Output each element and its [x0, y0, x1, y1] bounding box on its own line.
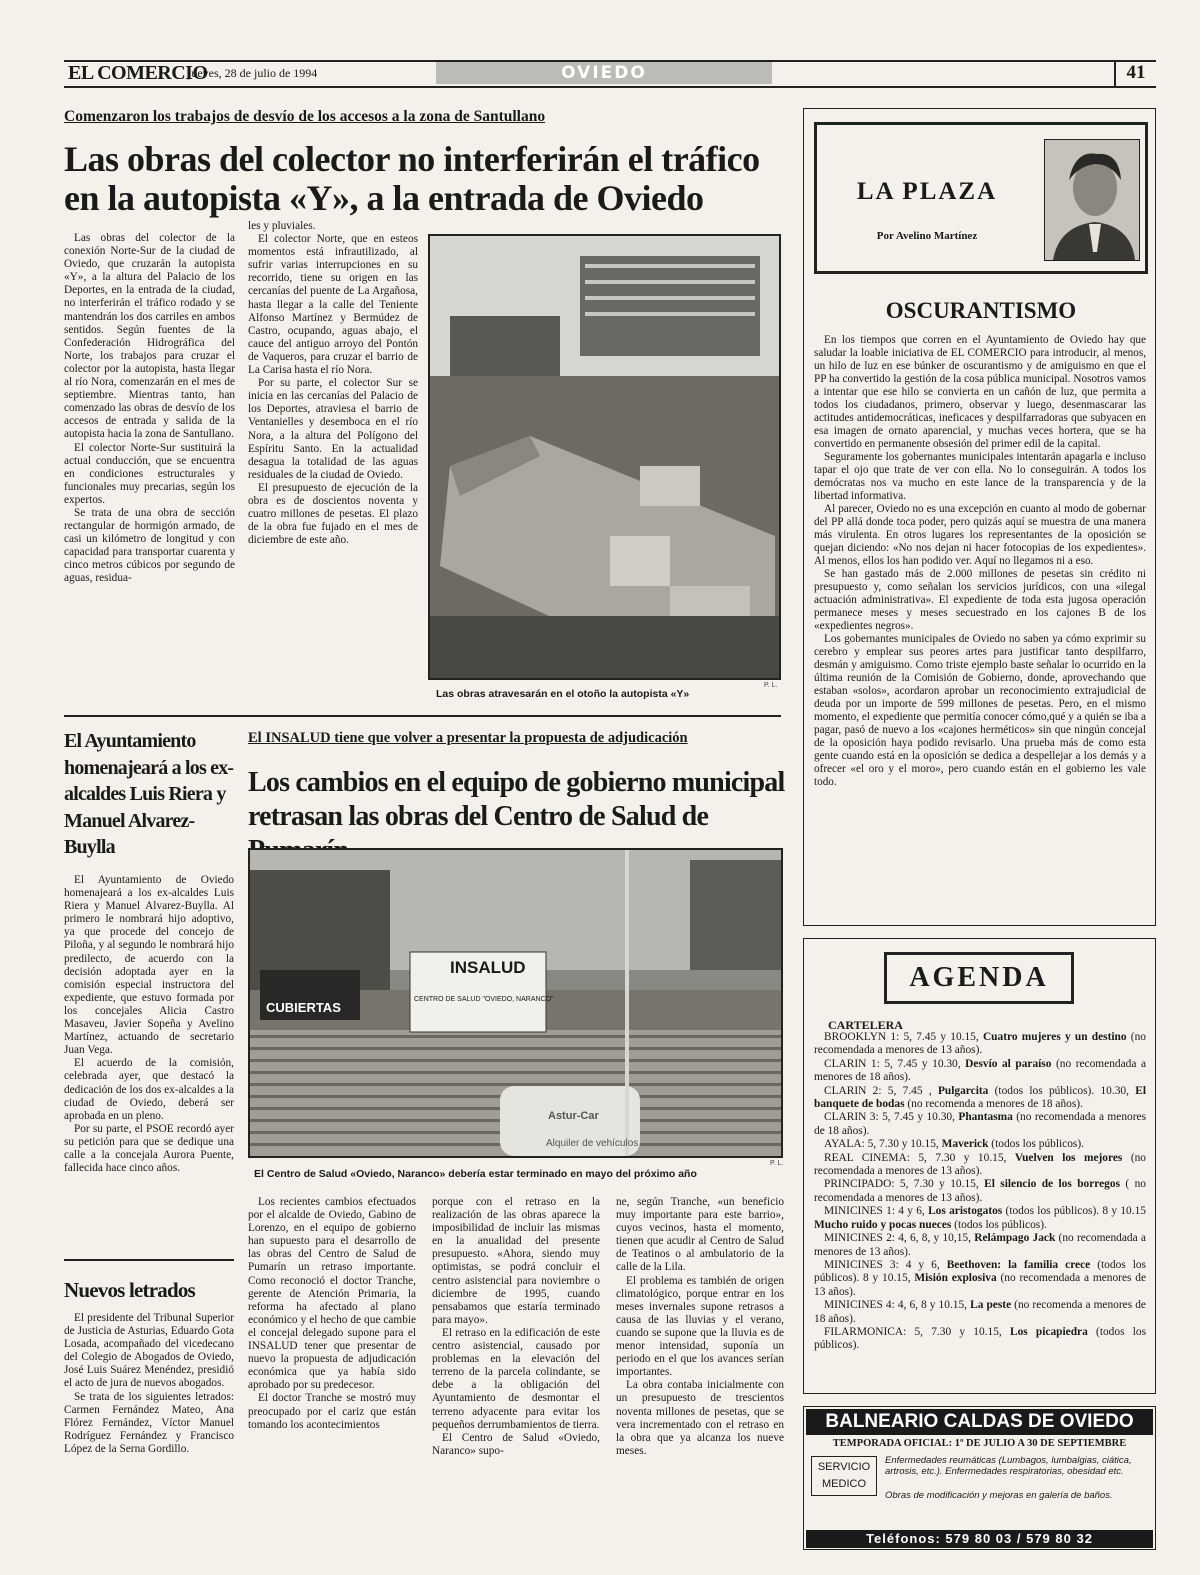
film-title: Mucho ruido y pocas nueces	[814, 1218, 952, 1231]
showtimes: : 5, 7.45 ,	[878, 1084, 932, 1097]
rating-note: (todos los públicos). 10.30,	[988, 1084, 1129, 1097]
lead-photo-caption: Las obras atravesarán en el otoño la autopista «Y»	[436, 688, 690, 700]
rating-note: (no recomenda a menores de 18 años).	[814, 1299, 1146, 1325]
alcaldes-headline: El Ayuntamiento homenajeará a los ex-alcaldes Luis Riera y Manuel Alvarez-Buylla	[64, 730, 234, 858]
paragraph: La obra contaba inicialmente con un presupuesto de trescientos noventa millones de pesetas, que se vera incrementado con el retraso en la obra que ya alcanza los nueve meses.	[616, 1379, 784, 1457]
rating-note: (todos los públicos).	[814, 1325, 1146, 1352]
listing	[814, 1178, 1146, 1205]
rating-note: (no recomendada a menores de 13 años).	[814, 1272, 1146, 1298]
cinema-name: CLARIN 1	[824, 1057, 877, 1070]
cinema-name: CLARIN 2	[824, 1084, 879, 1097]
rating-note: (todos los públicos). 8 y 10.15	[1002, 1205, 1146, 1218]
cinema-name: CLARIN 3	[824, 1111, 876, 1124]
showtimes: : 4 y 6,	[895, 1258, 940, 1271]
ad-works: Obras de modificación y mejoras en galería de baños.	[885, 1490, 1113, 1501]
cinema-name: MINICINES 2	[824, 1232, 892, 1245]
astur-car-text: Astur-Car	[548, 1110, 599, 1122]
film-title: Los aristogatos	[928, 1205, 1003, 1218]
paragraph: ne, según Tranche, «un beneficio muy importante para este barrio», cuyos vecinos, hasta el momento, tienen que acudir al Centro de Salud de Teatinos o al ambulatorio de la calle de la Lila.	[616, 1196, 784, 1274]
paragraph: porque con el retraso en la realización de las obras aparece la imposibilidad de incluir las mismas en la anualidad del presente presupuesto. «Ahora, siendo muy optimistas, se podrá concluir el centro asistencial para noviembre o diciembre de 1995, cuando pensabamos que estaría terminado para mayo».	[432, 1196, 600, 1326]
showtimes: : 5, 7.30 y 10.15,	[861, 1138, 939, 1151]
paragraph: El acuerdo de la comisión, celebrada ayer, que destacó la dedicación de los dos ex-alcaldes a la ciudad de Oviedo, deberá ser aprobada en un pleno.	[64, 1057, 234, 1122]
alcaldes-body	[64, 874, 234, 1175]
cinema-name: MINICINES 3	[824, 1258, 896, 1271]
listing	[814, 1152, 1146, 1179]
showtimes: : 5, 7.45 y 10.30,	[876, 1057, 961, 1070]
rating-note: (no recomendada a menores de 18 años).	[814, 1111, 1146, 1137]
letrados-body	[64, 1312, 234, 1456]
showtimes: : 5, 7.45 y 10.30,	[875, 1111, 955, 1124]
section-rule	[64, 715, 781, 717]
la-plaza-title: LA PLAZA	[856, 178, 998, 205]
alquiler-text: Alquiler de vehículos	[546, 1138, 639, 1149]
cinema-name: PRINCIPADO	[824, 1178, 892, 1191]
showtimes: : 4, 6, 8 y 10.15,	[891, 1299, 968, 1312]
paragraph: El problema es también de origen climatológico, porque entrar en los meses invernales supone retrasos a causa de las lluvias y el verano, cuando se supone que la lluvia es de menor intensidad, suponía un periodo en el que los avances serían importantes.	[616, 1274, 784, 1379]
showtimes: : 5, 7.30 y 10.15,	[906, 1151, 1007, 1164]
page-divider	[1114, 60, 1116, 88]
rating-note: (no recomendada a menores de 13 años).	[814, 1031, 1146, 1057]
film-title: Los picapiedra	[1009, 1325, 1088, 1338]
author-portrait	[1044, 139, 1140, 261]
cinema-name: BROOKLYN 1	[824, 1031, 897, 1043]
showtimes: : 4 y 6,	[891, 1205, 925, 1218]
listing	[814, 1232, 1146, 1259]
paragraph: Por su parte, el colector Sur se inicia en las cercanías del Palacio de los Deportes, atraviesa el barrio de Ventanielles y desemboca en el río Nora, a la altura del Polígono del Espíritu Santo. En la actualidad desagua la totalidad de las aguas residuales de la ciudad de Oviedo.	[248, 377, 418, 481]
paragraph: Seguramente los gobernantes municipales intentarán apagarla e incluso tapar el ojo que trate de ver con ella. No lo conseguirán. A todos los demócratas nos va mucho en este lance de la transparencia y de la libertad informativa.	[814, 451, 1146, 502]
film-title: Desvío al paraíso	[965, 1057, 1052, 1070]
ad-banner: BALNEARIO CALDAS DE OVIEDO	[806, 1409, 1153, 1435]
rating-note: (no recomenda a menores de 18 años).	[904, 1098, 1083, 1111]
film-title: La peste	[970, 1299, 1012, 1312]
film-title: Beethoven: la familia crece	[946, 1258, 1091, 1271]
showtimes: : 5, 7.45 y 10.15,	[896, 1031, 979, 1043]
lead-column-2	[248, 220, 418, 547]
insalud-sign-text: INSALUD	[450, 958, 526, 977]
rating-note: (todos los públicos). 8 y 10.15,	[814, 1258, 1146, 1285]
column-body	[814, 334, 1146, 789]
paper-name: EL COMERCIO	[68, 62, 208, 84]
paragraph: El presupuesto de ejecución de la obra es de doscientos noventa y cuatro millones de pesetas. El plazo de la obra fue fujado en el mes de diciembre de este año.	[248, 481, 418, 547]
paragraph: El doctor Tranche se mostró muy preocupado por el cariz que están tomando los acontecimientos	[248, 1392, 416, 1431]
lead-headline: Las obras del colector no interferirán el tráfico en la autopista «Y», a la entrada de Oviedo	[64, 139, 760, 218]
page-number: 41	[1126, 62, 1146, 83]
letrados-headline: Nuevos letrados	[64, 1278, 195, 1302]
listing	[814, 1085, 1146, 1112]
ad-phone: Teléfonos: 579 80 03 / 579 80 32	[806, 1530, 1153, 1548]
paragraph: les y pluviales.	[248, 220, 316, 232]
listing	[814, 1259, 1146, 1299]
film-title: El silencio de los borregos	[984, 1178, 1121, 1191]
rating-note: (todos los públicos).	[988, 1138, 1085, 1151]
paragraph: El colector Norte, que en esteos momentos está infrautilizado, al sufrir varias interrupciones en su recorrido, tiene su origen en las cercanías del puente de La Argañosa, hasta llegar a la calle del Teniente Alfonso Martínez y Bermúdez de Castro, ocupando, aguas abajo, el cauce del antiguo arroyo del Pontón de Vaqueros, para cruzar el barrio de La Carisa hasta el río Nora.	[248, 233, 418, 377]
section-name: OVIEDO	[436, 62, 772, 84]
film-title: Vuelven los mejores	[1014, 1151, 1123, 1164]
cinema-name: AYALA	[824, 1138, 862, 1151]
rating-note: (no recomendada a menores de 13 años).	[814, 1232, 1146, 1258]
paragraph: Por su parte, el PSOE recordó ayer su petición para que se dedique una calle a la concejala Aurora Puente, fallecida hace cinco años.	[64, 1122, 234, 1175]
paragraph: Se han gastado más de 2.000 millones de pesetas sin crédito ni presupuesto y, como señalan los servicios jurídicos, con una «ilegal actuación administrativa». El expediente de toda esta jugosa operación permanece meses y meses secuestrado en los cajones B de los «expedientes negros».	[814, 568, 1146, 632]
photo-credit: P. L.	[764, 682, 778, 689]
ad-service-line: SERVICIO	[817, 1461, 871, 1473]
paragraph: El Ayuntamiento de Oviedo homenajeará a los ex-alcaldes Luis Riera y Manuel Alvarez-Buylla. Al primero le nombrará hijo adoptivo, ya que procede del concejo de Piloña, y al segundo le nombrará hijo predilecto, de acuerdo con la decisión adoptada ayer en la comisión especial instructora del expediente, que estuvo formada por los concejales Alicia Castro Masaveu, Javier Sopeña y Avelino Martínez, actuando de secretario Juan Vega.	[64, 874, 234, 1057]
insalud-column-1	[248, 1196, 416, 1432]
paragraph: El presidente del Tribunal Superior de Justicia de Asturias, Eduardo Gota Losada, acompañado del vicedecano del Colegio de Abogados de Oviedo, José Luis Suárez Menéndez, presidió el acto de jura de nuevos abogados.	[64, 1312, 234, 1390]
insalud-photo-caption: El Centro de Salud «Oviedo, Naranco» debería estar terminado en mayo del próximo año	[254, 1168, 697, 1180]
film-title: Pulgarcita	[937, 1084, 989, 1097]
listing	[814, 1326, 1146, 1353]
paragraph: En los tiempos que corren en el Ayuntamiento de Oviedo hay que saludar la loable iniciativa de EL COMERCIO para introducir, al menos, un hilo de luz en ese búnker de oscurantismo y de amiguismo en que el PP ha convertido la gestión de la cosa pública municipal. Nosotros vamos a intentar que ese hilo se convierta en un cañón de luz, que permita a todos los ciudadanos, primero, observar y luego, desenmascarar las actitudes antidemocráticas, ineficaces y despilfarradoras que subyacen en esa imagen de ornato aparencial, y muchas veces hortera, que se ha convertido en permanente obsesión del primer edil de la capital.	[814, 334, 1146, 450]
paragraph: Los gobernantes municipales de Oviedo no saben ya cómo exprimir su cerebro y emplear sus peores artes para justificar tanto despilfarro, desmán y amiguismo. Como triste ejemplo baste señalar lo ocurrido en la última reunión de la Comisión de Gobierno, donde, aprovechando que estaban «solos», acordaron aprobar un reconocimiento extrajudicial de deuda por un importe de 599 millones de pesetas. Pero, en el mismo momento, el expediente que permitía conocer cómo,qué y a quién se iba a pagar, pasó de nuevo a los «cajones herméticos» sin que ningún concejal de la oposición haya podido revisarlo. Una prueba más de como esta gente cuando está en la oposición se dedica a despellejar a los demás y a ofrecer «el oro y el moro», pero cuando están en el gobierno les vale todo.	[814, 633, 1146, 788]
cartelera-heading: CARTELERA	[828, 1018, 903, 1032]
listing	[814, 1111, 1146, 1138]
photo-credit: P. L.	[770, 1160, 784, 1167]
ad-service-line: MEDICO	[822, 1478, 866, 1490]
paragraph: El retraso en la edificación de este centro asistencial, causado por problemas en la elevación del terreno de la parcela colindante, se debe a la obligación del Ayuntamiento de desmontar el terreno adyacente para evitar los pequeños derrumbamientos de tierra.	[432, 1326, 600, 1431]
ad-description: Enfermedades reumáticas (Lumbagos, lumbalgias, ciática, artrosis, etc.). Enfermedades respiratorias, obesidad etc.	[885, 1455, 1132, 1477]
cartelera-list	[814, 1031, 1146, 1353]
rating-note: (no recomendada a menores de 18 años).	[814, 1057, 1146, 1084]
paragraph: Los recientes cambios efectuados por el alcalde de Oviedo, Gabino de Lorenzo, en el equipo de gobierno han supuesto para el desarrollo de las obras del Centro de Salud de Pumarín un retraso importante. Como reconoció el doctor Tranche, gerente de Atención Primaria, la reforma ha afectado al plano económico y el hecho de que cambie el concejal delegado supone para el INSALUD tener que presentar de nuevo la propuesta de adjudicación económica que ya había sido aprobado por su predecesor.	[248, 1196, 416, 1392]
paragraph: Se trata de una obra de sección rectangular de hormigón armado, de casi un kilómetro de longitud y con capacidad para transportar cuarenta y cinco metros cúbicos por segundo de aguas, residua-	[64, 506, 235, 585]
listing	[814, 1058, 1146, 1085]
cinema-name: MINICINES 4	[824, 1299, 892, 1312]
insalud-column-3	[616, 1196, 784, 1458]
paragraph: Al parecer, Oviedo no es una excepción en cuanto al modo de gobernar del PP allá donde toca poder, pero quizás aquí se muestra de una manera más virulenta. En otros lugares los representantes de la oposición se quejan diciendo: «No nos dejan ni hacer fotocopias de los expedientes». Al menos, ellos los han podido ver. Aquí no llegamos ni a eso.	[814, 503, 1146, 567]
showtimes: : 5, 7.30 y 10.15,	[903, 1325, 1002, 1338]
issue-date: jueves, 28 de julio de 1994	[188, 66, 318, 80]
agenda-title: AGENDA	[909, 962, 1049, 993]
listing	[814, 1299, 1146, 1326]
insalud-column-2	[432, 1196, 600, 1458]
rating-note: (no recomendada a menores de 13 años).	[814, 1151, 1146, 1178]
film-title: Phantasma	[958, 1111, 1013, 1124]
column-headline: OSCURANTISMO	[885, 298, 1077, 323]
paragraph: El colector Norte-Sur sustituirá la actual conducción, que se encuentra en condiciones estructurales y funcionales muy precarias, según los expertos.	[64, 441, 235, 506]
rating-note: (todos los públicos).	[951, 1218, 1047, 1231]
lead-column-1	[64, 232, 235, 586]
listing	[814, 1138, 1146, 1151]
film-title: Maverick	[941, 1138, 989, 1151]
showtimes: : 4, 6, 8, y 10,15,	[891, 1232, 971, 1245]
lead-kicker: Comenzaron los trabajos de desvío de los accesos a la zona de Santullano	[64, 108, 546, 125]
la-plaza-byline: Por Avelino Martínez	[876, 230, 978, 242]
centro-sign-text: CENTRO DE SALUD "OVIEDO, NARANCO"	[414, 996, 554, 1003]
trench-image	[430, 236, 779, 678]
film-title: El banquete de bodas	[814, 1084, 1146, 1111]
rating-note: ( no recomendada a menores de 13 años).	[814, 1178, 1146, 1204]
section-rule	[64, 1259, 234, 1261]
insalud-headline: Los cambios en el equipo de gobierno municipal retrasan las obras del Centro de Salud de	[248, 767, 785, 832]
film-title: Misión explosiva	[914, 1272, 997, 1285]
insalud-kicker: El INSALUD tiene que volver a presentar la propuesta de adjudicación	[248, 730, 688, 746]
ad-service-box	[811, 1456, 877, 1496]
cinema-name: REAL CINEMA	[824, 1151, 907, 1164]
ad-season: TEMPORADA OFICIAL: 1º DE JULIO A 30 DE SEPTIEMBRE	[832, 1438, 1127, 1449]
film-title: Cuatro mujeres y un destino	[982, 1031, 1127, 1043]
paragraph: El Centro de Salud «Oviedo, Naranco» supo-	[432, 1431, 600, 1457]
paragraph: Se trata de los siguientes letrados: Carmen Fernández Mateo, Ana Flórez Fernández, Víctor Manuel Rodríguez Fernández y Francisco López de la Serna Gordillo.	[64, 1390, 234, 1455]
listing	[814, 1205, 1146, 1232]
paragraph: Las obras del colector de la conexión Norte-Sur de la ciudad de Oviedo, que cruzarán la autopista «Y», a la altura del Palacio de los Deportes, en la entrada de la ciudad, no interferirán el tráfico rodado y se mantendrán los dos carriles en ambos sentidos. Según fuentes de la Confederación Hidrográfica del Norte, los trabajos para cruzar el colector por la autopista, hasta llegar al río Nora, comenzarán en el mes de septiembre. Mientras tanto, han comenzado las obras de desvío de los accesos de entrada y salida de la autopista hacia la zona de Santullano.	[64, 232, 235, 441]
portrait-image	[1045, 140, 1139, 260]
cinema-name: FILARMONICA	[824, 1325, 904, 1338]
insalud-photo	[248, 848, 783, 1158]
construction-photo	[428, 234, 781, 680]
cubiertas-sign-text: CUBIERTAS	[266, 1000, 341, 1015]
listing	[814, 1031, 1146, 1058]
film-title: Relámpago Jack	[974, 1232, 1056, 1245]
showtimes: : 5, 7.30 y 10.15,	[891, 1178, 979, 1191]
cinema-name: MINICINES 1	[824, 1205, 892, 1218]
